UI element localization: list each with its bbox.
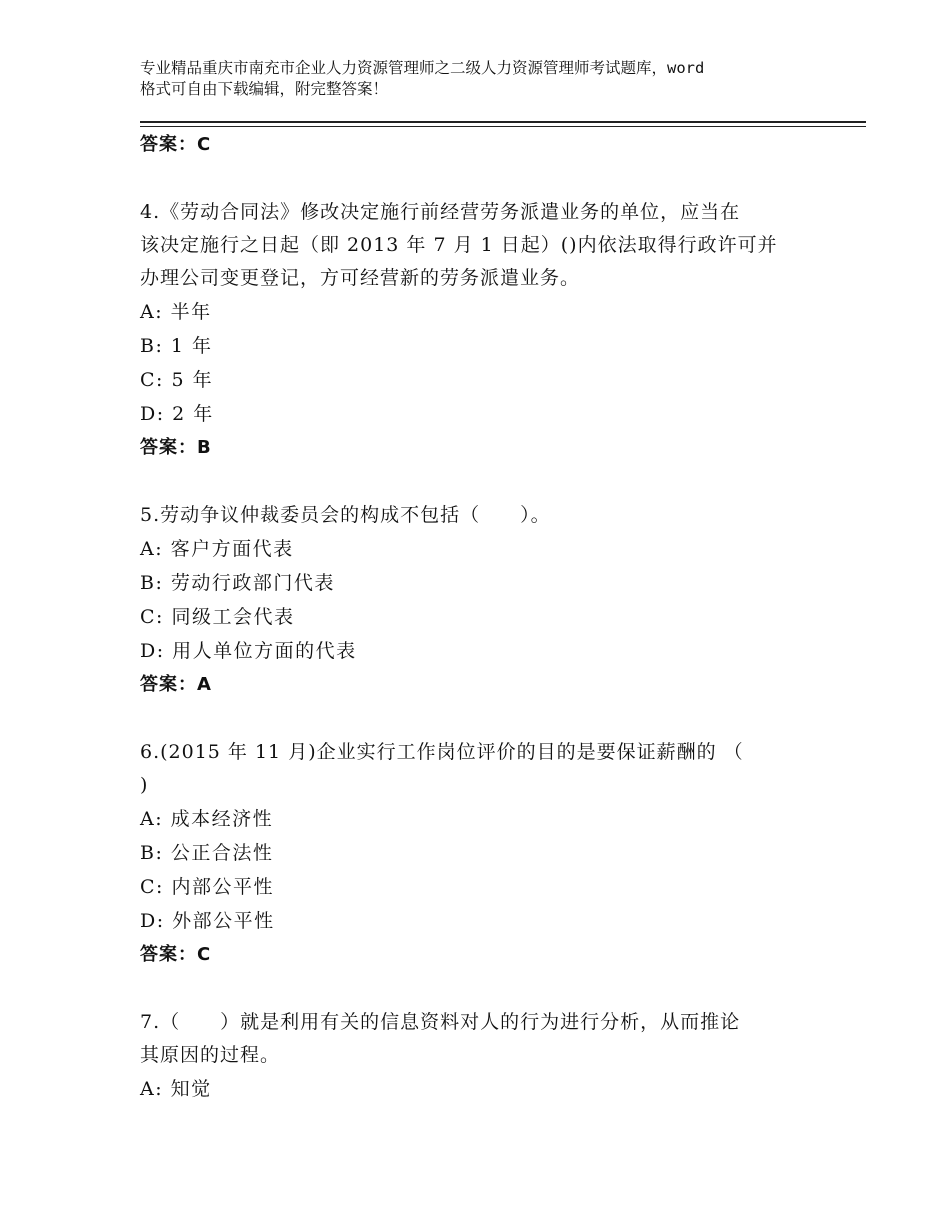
question-list — [140, 128, 820, 1106]
question-7-option-a: A: 知觉 — [140, 1078, 212, 1100]
question-7-stem — [140, 1006, 820, 1072]
question-4-option-d: D: 2 年 — [140, 403, 214, 425]
question-7 — [140, 1006, 820, 1106]
question-4-line-3: 办理公司变更登记，方可经营新的劳务派遣业务。 — [140, 267, 581, 289]
question-4-answer: 答案：B — [140, 437, 212, 458]
question-6-line-1: 6.(2015 年 11 月)企业实行工作岗位评价的目的是要保证薪酬的 （ — [140, 741, 744, 763]
question-4-option-a: A: 半年 — [140, 301, 212, 323]
question-4-option-c: C: 5 年 — [140, 369, 214, 391]
question-6-line-2: ) — [140, 774, 149, 796]
question-4-stem — [140, 196, 820, 295]
previous-answer: 答案：C — [140, 134, 212, 155]
question-5-option-a: A: 客户方面代表 — [140, 538, 294, 560]
question-6-option-d: D: 外部公平性 — [140, 910, 275, 932]
question-7-line-1: 7.（ ）就是利用有关的信息资料对人的行为进行分析，从而推论 — [140, 1011, 741, 1033]
question-5-option-d: D: 用人单位方面的代表 — [140, 640, 357, 662]
question-5-line-1: 5.劳动争议仲裁委员会的构成不包括（ ）。 — [140, 504, 551, 526]
question-4-line-1: 4.《劳动合同法》修改决定施行前经营劳务派遣业务的单位，应当在 — [140, 201, 741, 223]
question-6-option-a: A: 成本经济性 — [140, 808, 274, 830]
question-5-option-b: B: 劳动行政部门代表 — [140, 572, 335, 594]
question-4-line-2: 该决定施行之日起（即 2013 年 7 月 1 日起）()内依法取得行政许可并 — [140, 234, 778, 256]
question-6-option-b: B: 公正合法性 — [140, 842, 274, 864]
page-header — [140, 58, 830, 100]
header-line-1: 专业精品重庆市南充市企业人力资源管理师之二级人力资源管理师考试题库，word — [140, 59, 705, 77]
question-5-stem — [140, 499, 820, 532]
question-5 — [140, 499, 820, 702]
question-6 — [140, 736, 820, 972]
question-4-option-b: B: 1 年 — [140, 335, 213, 357]
question-6-option-c: C: 内部公平性 — [140, 876, 274, 898]
question-5-answer: 答案：A — [140, 674, 212, 695]
question-6-stem — [140, 736, 820, 802]
header-line-2: 格式可自由下载编辑，附完整答案！ — [140, 80, 389, 98]
question-4 — [140, 196, 820, 465]
question-7-line-2: 其原因的过程。 — [140, 1044, 281, 1066]
header-rule — [140, 121, 866, 127]
question-5-option-c: C: 同级工会代表 — [140, 606, 295, 628]
question-6-answer: 答案：C — [140, 944, 212, 965]
